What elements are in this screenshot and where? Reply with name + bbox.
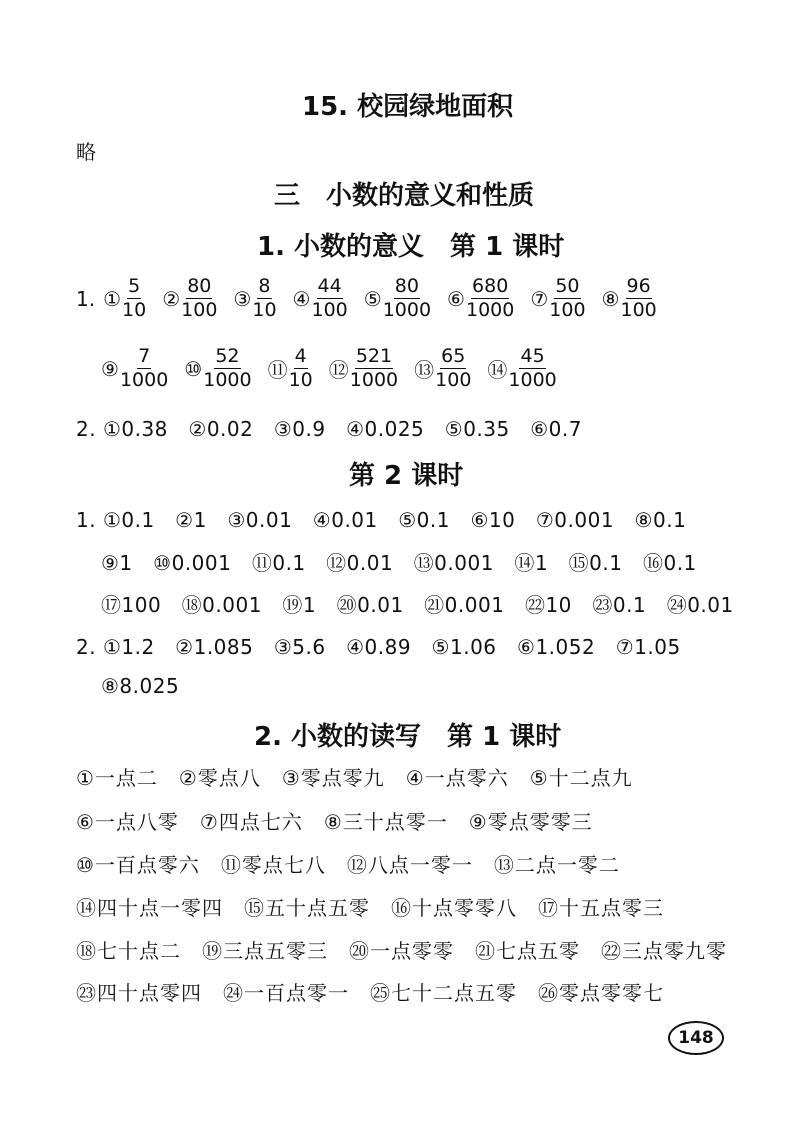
- fraction-answer: [329, 347, 398, 390]
- fraction: [350, 347, 398, 390]
- fraction-numerator: 45: [520, 345, 545, 367]
- fraction-denominator: 100: [181, 299, 218, 321]
- fraction: [289, 347, 313, 390]
- lesson-1-question-2: 2. ①0.38 ②0.02 ③0.9 ④0.025 ⑤0.35 ⑥0.7: [76, 417, 582, 441]
- fraction: [122, 277, 146, 320]
- fraction: [252, 277, 276, 320]
- answer-marker: ①: [103, 286, 122, 311]
- fraction-denominator: 1000: [349, 369, 399, 391]
- fraction-numerator: 52: [215, 345, 240, 367]
- page-number: 148: [668, 1021, 724, 1055]
- fraction-answers-row-2: [101, 347, 573, 390]
- section-15-answer: 略: [76, 140, 97, 164]
- fraction-numerator: 7: [138, 345, 151, 367]
- answer-marker: ③: [233, 286, 252, 311]
- answer-marker: ⑤: [363, 286, 382, 311]
- reading-line-4: ⑭四十点一零四 ⑮五十点五零 ⑯十点零零八 ⑰十五点零三: [76, 896, 664, 920]
- fraction-numerator: 521: [355, 345, 393, 367]
- fraction: [203, 347, 251, 390]
- fraction-answer: [233, 277, 276, 320]
- fraction: [435, 347, 471, 390]
- fraction-answer: [101, 347, 168, 390]
- answer-marker: ⑥: [447, 286, 465, 311]
- answer-marker: ⑨: [101, 356, 119, 381]
- answer-marker: ⑭: [487, 358, 508, 382]
- fraction-answer: [184, 347, 251, 390]
- fraction-numerator: 8: [258, 275, 271, 297]
- fraction: [311, 277, 347, 320]
- fraction: [181, 277, 217, 320]
- fraction-numerator: 80: [394, 275, 419, 297]
- fraction-answers-row-1: [76, 277, 673, 320]
- reading-line-6: ㉓四十点零四 ㉔一百点零一 ㉕七十二点五零 ㉖零点零零七: [76, 981, 664, 1005]
- fraction-denominator: 100: [620, 299, 657, 321]
- lesson-2-q1-line-2: ⑨1 ⑩0.001 ⑪0.1 ⑫0.01 ⑬0.001 ⑭1 ⑮0.1 ⑯0.1: [101, 551, 697, 575]
- fraction-answer: [364, 277, 431, 320]
- reading-line-1: ①一点二 ②零点八 ③零点零九 ④一点零六 ⑤十二点九: [76, 766, 633, 790]
- lesson-2-title: 第 2 课时: [349, 461, 464, 491]
- fraction-answer: [103, 277, 146, 320]
- fraction-numerator: 80: [187, 275, 212, 297]
- fraction: [466, 277, 514, 320]
- fraction-numerator: 96: [626, 275, 651, 297]
- fraction-denominator: 1000: [465, 299, 515, 321]
- reading-line-5: ⑱七十点二 ⑲三点五零三 ⑳一点零零 ㉑七点五零 ㉒三点零九零: [76, 939, 727, 963]
- question-1-label: 1.: [76, 286, 96, 311]
- answer-marker: ⑩: [184, 356, 203, 381]
- fraction-answer: [293, 277, 348, 320]
- lesson-2-q2-line-2: ⑧8.025: [101, 674, 180, 698]
- lesson-2-q2-line-1: 2. ①1.2 ②1.085 ③5.6 ④0.89 ⑤1.06 ⑥1.052 ⑦1.05: [76, 635, 681, 659]
- fraction-numerator: 680: [472, 275, 509, 297]
- fraction-answer: [530, 277, 585, 320]
- fraction: [120, 347, 168, 390]
- fraction-denominator: 10: [252, 299, 277, 321]
- answer-marker: ⑫: [328, 358, 349, 382]
- section-2-title: 2. 小数的读写 第 1 课时: [254, 722, 562, 752]
- fraction-answer: [447, 277, 514, 320]
- answer-marker: ⑬: [414, 358, 435, 382]
- answer-marker: ⑧: [601, 286, 620, 311]
- chapter-title: 三 小数的意义和性质: [274, 181, 535, 211]
- reading-line-3: ⑩一百点零六 ⑪零点七八 ⑫八点一零一 ⑬二点一零二: [76, 853, 620, 877]
- reading-line-2: ⑥一点八零 ⑦四点七六 ⑧三十点零一 ⑨零点零零三: [76, 810, 593, 834]
- answer-marker: ④: [292, 286, 311, 311]
- lesson-2-q1-line-3: ⑰100 ⑱0.001 ⑲1 ⑳0.01 ㉑0.001 ㉒10 ㉓0.1 ㉔0.01: [101, 593, 734, 617]
- fraction-answer: [487, 347, 556, 390]
- fraction-denominator: 100: [311, 299, 348, 321]
- answer-marker: ⑪: [267, 358, 288, 382]
- fraction-denominator: 10: [122, 299, 147, 321]
- fraction-numerator: 65: [441, 345, 466, 367]
- section-15-title: 15. 校园绿地面积: [302, 92, 514, 122]
- lesson-1-title: 1. 小数的意义 第 1 课时: [257, 232, 565, 262]
- fraction-numerator: 5: [128, 275, 141, 297]
- lesson-2-q1-line-1: 1. ①0.1 ②1 ③0.01 ④0.01 ⑤0.1 ⑥10 ⑦0.001 ⑧0.1: [76, 508, 687, 532]
- fraction-answer: [602, 277, 657, 320]
- fraction-denominator: 1000: [508, 369, 557, 391]
- fraction-answer: [414, 347, 471, 390]
- fraction-denominator: 1000: [203, 369, 252, 391]
- fraction-denominator: 1000: [382, 299, 432, 321]
- fraction-denominator: 1000: [119, 369, 169, 391]
- fraction-answer: [162, 277, 217, 320]
- fraction-answer: [268, 347, 313, 390]
- fraction-numerator: 44: [317, 275, 342, 297]
- answer-marker: ⑦: [530, 286, 549, 311]
- answer-marker: ②: [162, 286, 181, 311]
- fraction-denominator: 10: [288, 369, 313, 391]
- fraction-numerator: 50: [555, 275, 580, 297]
- fraction: [620, 277, 656, 320]
- fraction-denominator: 100: [549, 299, 586, 321]
- fraction: [383, 277, 431, 320]
- fraction: [508, 347, 556, 390]
- fraction-denominator: 100: [435, 369, 472, 391]
- fraction: [549, 277, 585, 320]
- fraction-numerator: 4: [294, 345, 307, 367]
